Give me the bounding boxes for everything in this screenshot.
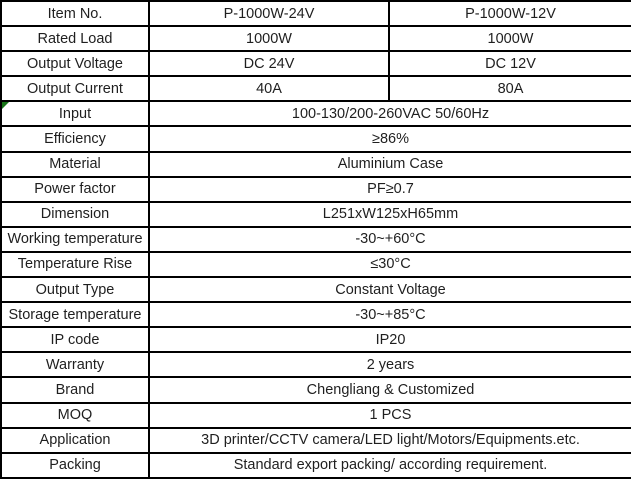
row-label: Brand [1, 377, 149, 402]
row-value-24v: P-1000W-24V [149, 1, 389, 26]
row-storage-temperature [1, 302, 631, 327]
cell-error-indicator-icon [2, 102, 9, 109]
row-label: Working temperature [1, 227, 149, 252]
row-value: ≤30°C [149, 252, 631, 277]
row-output-voltage [1, 51, 631, 76]
row-power-factor [1, 177, 631, 202]
row-label: Dimension [1, 202, 149, 227]
row-label: Output Type [1, 277, 149, 302]
row-label [1, 101, 149, 126]
row-ip-code [1, 327, 631, 352]
row-warranty [1, 352, 631, 377]
row-value: Standard export packing/ according requirement. [149, 453, 631, 478]
row-label: Application [1, 428, 149, 453]
row-material [1, 152, 631, 177]
row-label: IP code [1, 327, 149, 352]
row-value: ≥86% [149, 126, 631, 151]
row-brand [1, 377, 631, 402]
row-value: L251xW125xH65mm [149, 202, 631, 227]
row-rated-load [1, 26, 631, 51]
row-label: Output Voltage [1, 51, 149, 76]
row-application [1, 428, 631, 453]
row-value-24v: DC 24V [149, 51, 389, 76]
row-label: Material [1, 152, 149, 177]
row-label: Warranty [1, 352, 149, 377]
row-value: 3D printer/CCTV camera/LED light/Motors/Equipments.etc. [149, 428, 631, 453]
row-moq [1, 403, 631, 428]
row-label: Rated Load [1, 26, 149, 51]
row-value: Aluminium Case [149, 152, 631, 177]
row-value: -30~+85°C [149, 302, 631, 327]
row-value-24v: 40A [149, 76, 389, 101]
row-label: Item No. [1, 1, 149, 26]
row-value: IP20 [149, 327, 631, 352]
row-value-12v: 1000W [389, 26, 631, 51]
row-value: 1 PCS [149, 403, 631, 428]
row-value: Constant Voltage [149, 277, 631, 302]
row-label-text: Input [58, 105, 92, 122]
row-value: Chengliang & Customized [149, 377, 631, 402]
row-value-12v: DC 12V [389, 51, 631, 76]
row-value: -30~+60°C [149, 227, 631, 252]
row-working-temperature [1, 227, 631, 252]
row-label: Temperature Rise [1, 252, 149, 277]
row-value-12v: P-1000W-12V [389, 1, 631, 26]
row-value: 100-130/200-260VAC 50/60Hz [149, 101, 631, 126]
row-label: Packing [1, 453, 149, 478]
row-label: Efficiency [1, 126, 149, 151]
row-label: MOQ [1, 403, 149, 428]
row-value: 2 years [149, 352, 631, 377]
row-output-type [1, 277, 631, 302]
row-value: PF≥0.7 [149, 177, 631, 202]
row-value-24v: 1000W [149, 26, 389, 51]
row-item-no [1, 1, 631, 26]
row-efficiency [1, 126, 631, 151]
row-label: Power factor [1, 177, 149, 202]
row-label: Storage temperature [1, 302, 149, 327]
row-dimension [1, 202, 631, 227]
row-temperature-rise [1, 252, 631, 277]
row-value-12v: 80A [389, 76, 631, 101]
row-label: Output Current [1, 76, 149, 101]
row-packing [1, 453, 631, 478]
row-input [1, 101, 631, 126]
row-output-current [1, 76, 631, 101]
